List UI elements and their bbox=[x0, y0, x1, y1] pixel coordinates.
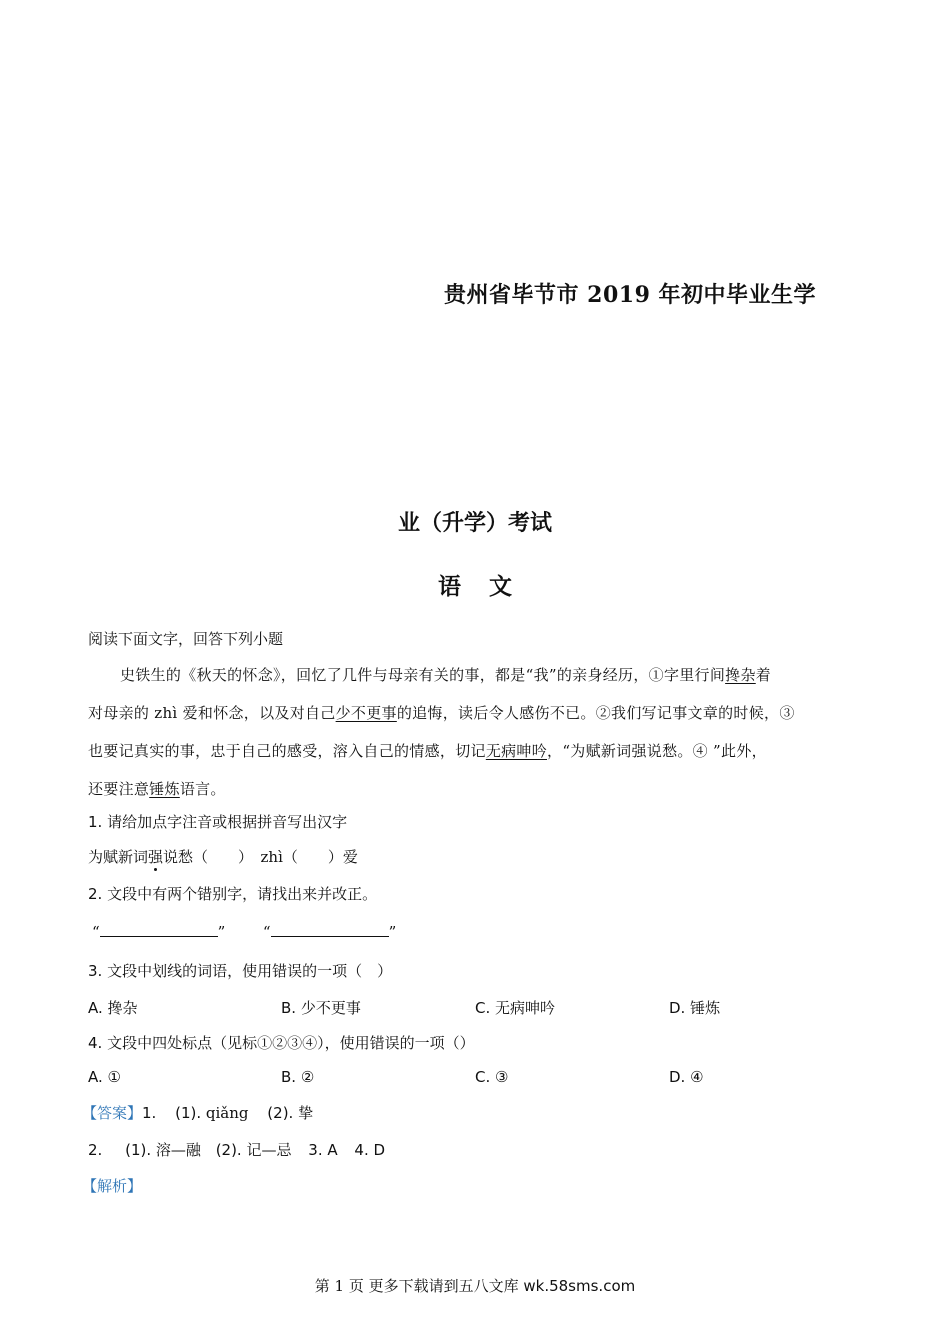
footer-site-link[interactable]: wk.58sms.com bbox=[523, 1277, 636, 1295]
passage-intro: 阅读下面文字，回答下列小题 bbox=[88, 630, 284, 648]
analysis-label: 【解析】 bbox=[82, 1177, 143, 1195]
exam-title-line2: 业（升学）考试 bbox=[397, 510, 552, 536]
question-2-blanks: “ ” “ ” bbox=[92, 923, 397, 941]
underlined-word-2: 少不更事 bbox=[335, 704, 397, 722]
answer-blank-1[interactable] bbox=[100, 922, 218, 937]
question-4: 4. 文段中四处标点（见标①②③④），使用错误的一项（） bbox=[88, 1034, 475, 1052]
question-1: 1. 请给加点字注音或根据拼音写出汉字 bbox=[88, 813, 348, 831]
passage-line-2: 对母亲的 zhì 爱和怀念，以及对自己少不更事的追悔，读后令人感伤不已。②我们写记事文章的时候，③ bbox=[88, 704, 795, 722]
underlined-word-4: 锤炼 bbox=[149, 780, 180, 798]
q3-option-a[interactable]: A. 搀杂 bbox=[88, 999, 138, 1017]
q4-option-d[interactable]: D. ④ bbox=[669, 1068, 704, 1086]
underlined-word-1: 搀杂 bbox=[725, 666, 756, 684]
passage-line-3: 也要记真实的事，忠于自己的感受，溶入自己的情感，切记无病呻吟，“为赋新词强说愁。④ ”此外， bbox=[88, 742, 767, 760]
q4-option-b[interactable]: B. ② bbox=[281, 1068, 315, 1086]
passage-line-1: 史铁生的《秋天的怀念》，回忆了几件与母亲有关的事，都是“我”的亲身经历，①字里行间搀杂着 bbox=[120, 666, 772, 684]
answer-line-1: 【答案】1. (1). qiǎng (2). 挚 bbox=[82, 1104, 314, 1122]
question-2: 2. 文段中有两个错别字，请找出来并改正。 bbox=[88, 885, 378, 903]
q4-option-c[interactable]: C. ③ bbox=[475, 1068, 509, 1086]
answer-label: 【答案】 bbox=[82, 1104, 143, 1122]
underlined-word-3: 无病呻吟 bbox=[485, 742, 548, 760]
subject-title: 语文 bbox=[438, 573, 540, 600]
answer-line-2: 2. (1). 溶—融 (2). 记—忌 3. A 4. D bbox=[88, 1141, 386, 1159]
question-1-prompt: 为赋新词强说愁（ ） zhì（ ）爱 bbox=[88, 848, 358, 866]
dotted-character: 强 bbox=[148, 848, 164, 866]
question-3: 3. 文段中划线的词语，使用错误的一项（ ） bbox=[88, 962, 393, 980]
q3-option-d[interactable]: D. 锤炼 bbox=[669, 999, 721, 1017]
page-footer: 第 1 页 更多下载请到五八文库 wk.58sms.com bbox=[314, 1277, 636, 1295]
exam-title-line1: 贵州省毕节市 2019 年初中毕业生学 bbox=[444, 282, 817, 308]
q3-option-c[interactable]: C. 无病呻吟 bbox=[475, 999, 556, 1017]
q4-option-a[interactable]: A. ① bbox=[88, 1068, 121, 1086]
q3-option-b[interactable]: B. 少不更事 bbox=[281, 999, 361, 1017]
passage-line-4: 还要注意锤炼语言。 bbox=[88, 780, 226, 798]
answer-blank-2[interactable] bbox=[271, 922, 389, 937]
